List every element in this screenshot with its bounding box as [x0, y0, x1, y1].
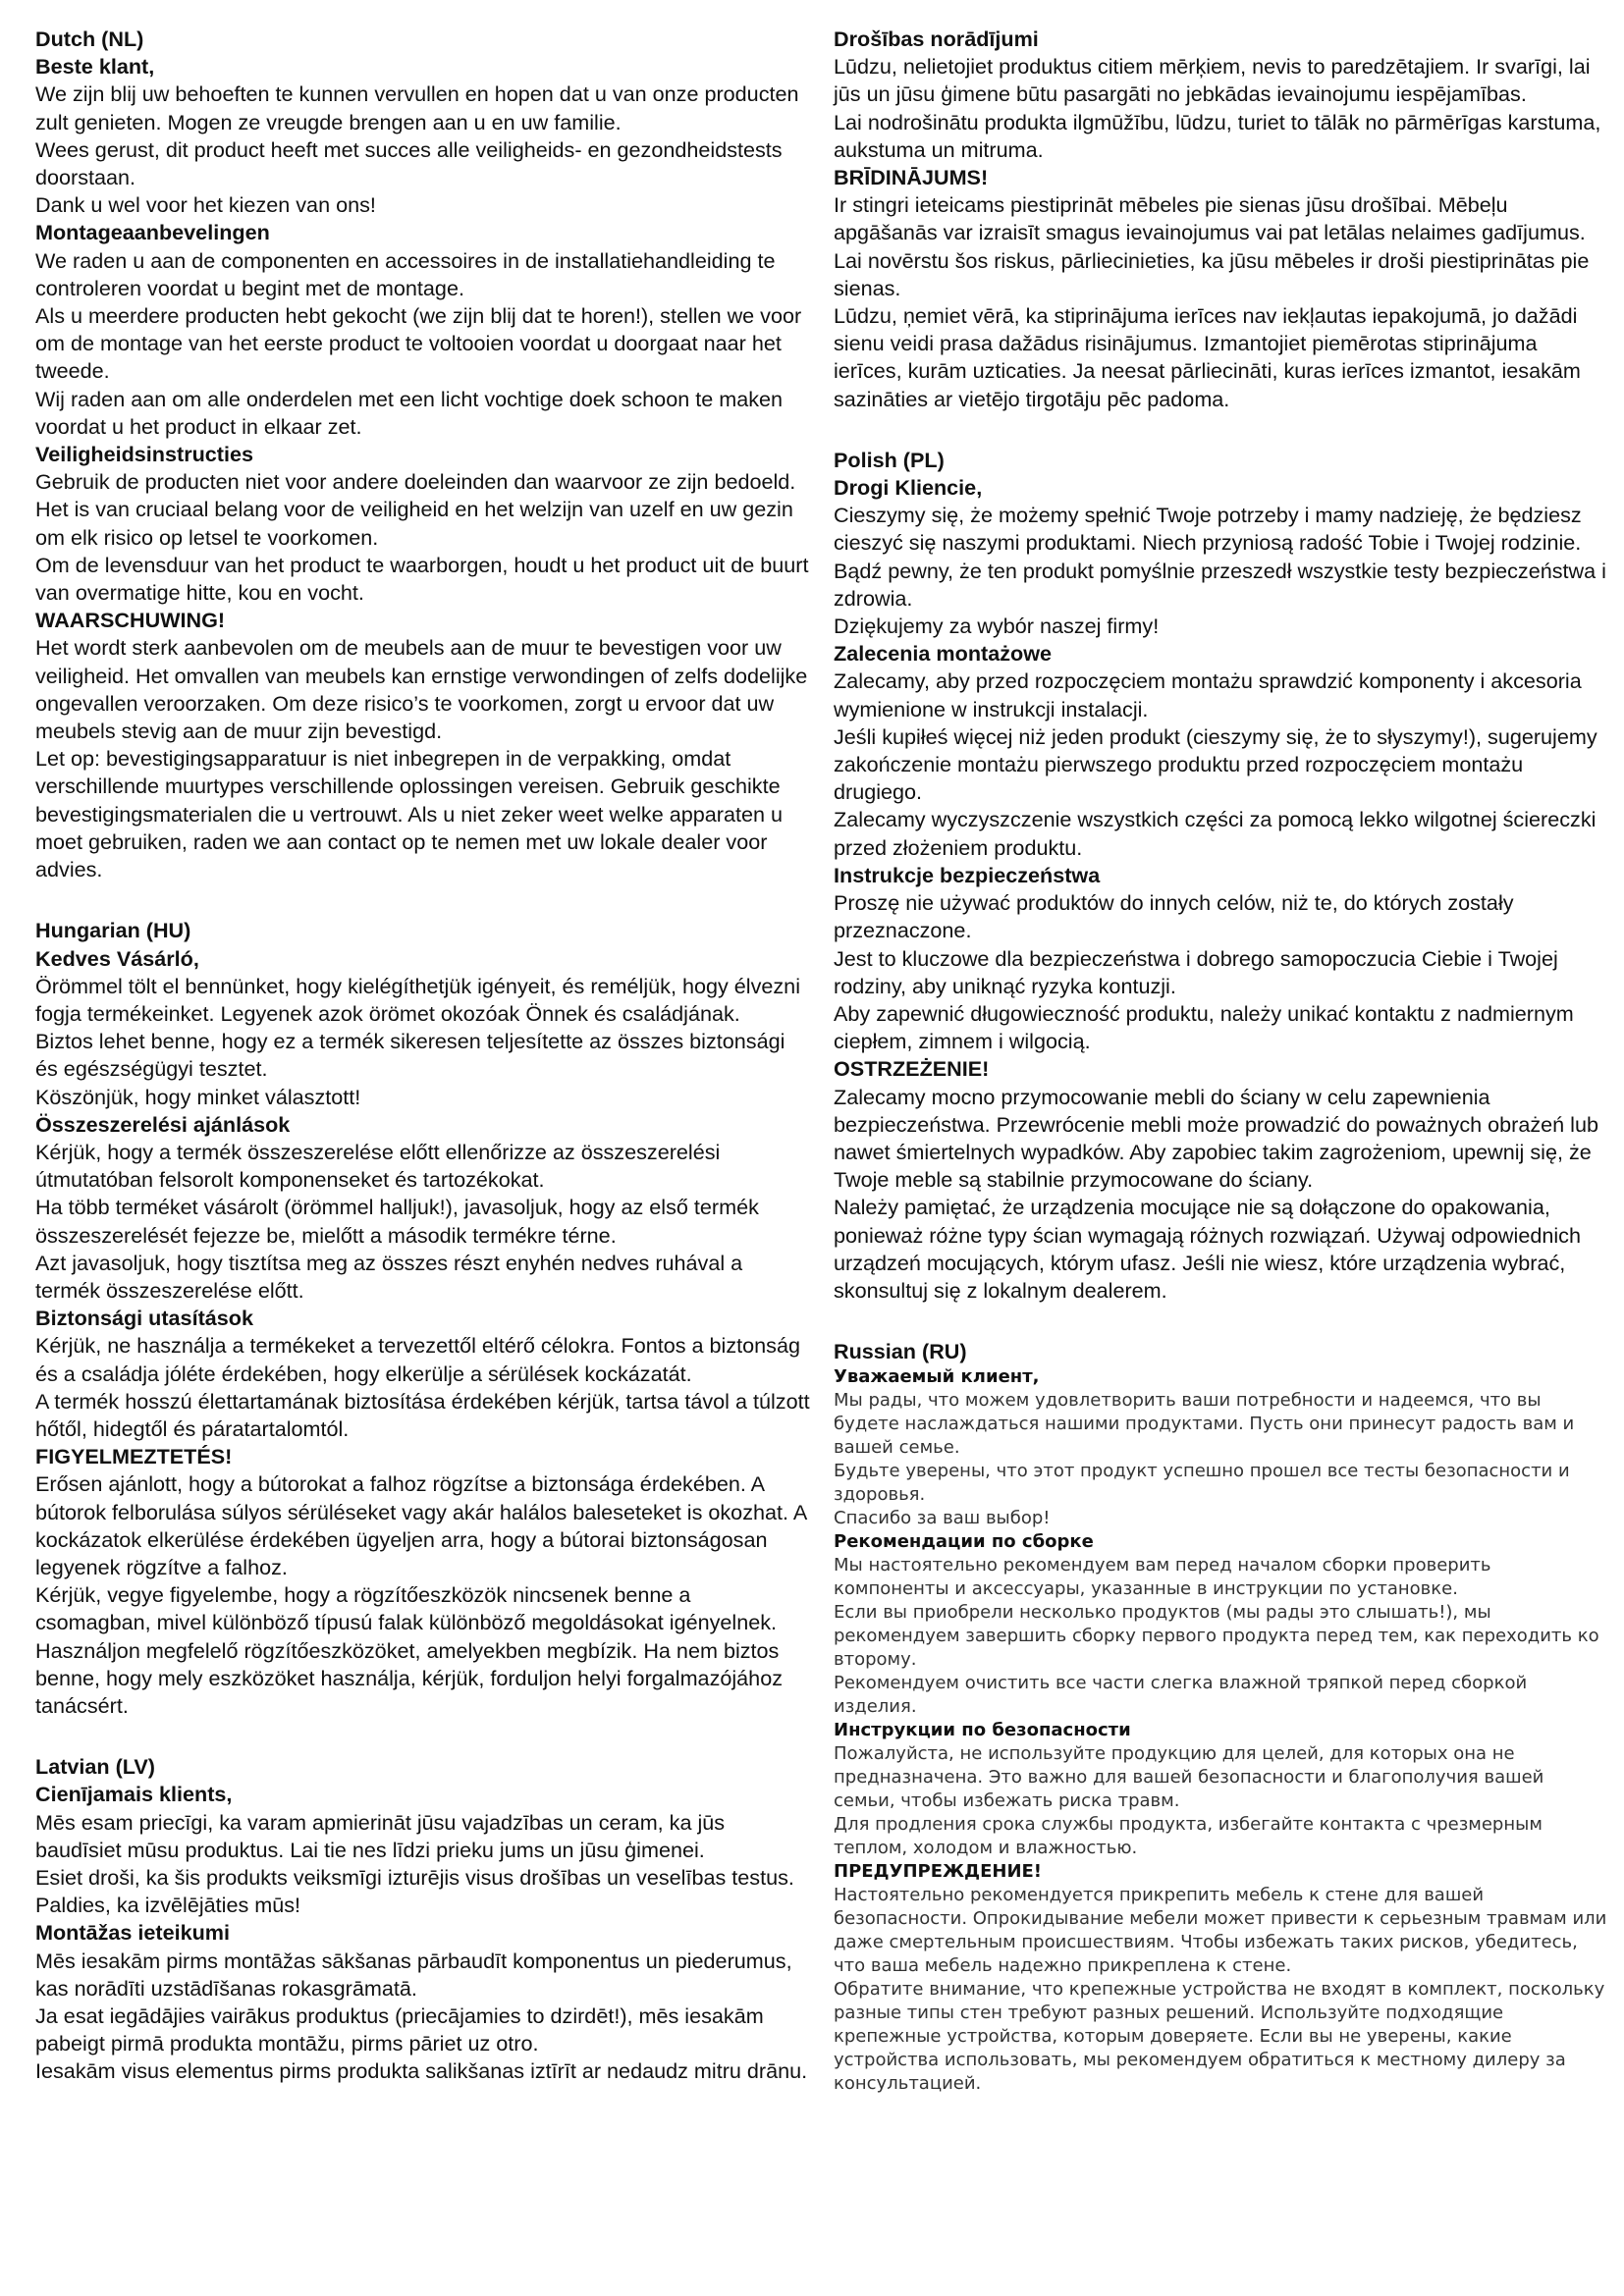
section-heading: Zalecenia montażowe	[834, 641, 1053, 667]
paragraph: Ha több terméket vásárolt (örömmel halljuk!), javasoljuk, hogy az első termék összeszerelését fejezze be, mielőtt a második termékre térne.	[35, 1195, 759, 1248]
paragraph: Let op: bevestigingsapparatuur is niet inbegrepen in de verpakking, omdat verschillende muurtypes verschillende oplossingen vereisen. Gebruik geschikte bevestigingsmaterialen die u vertrouwt. Als u niet zeker weet welke apparaten u moet gebruiken, raden we aan contact op te nemen met uw lokale dealer voor advies.	[35, 746, 784, 882]
paragraph: Рекомендуем очистить все части слегка влажной тряпкой перед сборкой изделия.	[834, 1673, 1528, 1718]
paragraph: Lūdzu, nelietojiet produktus citiem mērķiem, nevis to paredzētajiem. Ir svarīgi, lai jūs un jūsu ģimene būtu pasargāti no jebkādas ievainojumu iespējamības.	[834, 54, 1591, 107]
paragraph: Cieszymy się, że możemy spełnić Twoje potrzeby i mamy nadzieję, że będziesz cieszyć się naszymi produktami. Niech przyniosą radość Tobie i Twojej rodzinie.	[834, 503, 1582, 556]
section-heading: Instrukcje bezpieczeństwa	[834, 862, 1101, 887]
paragraph: Zalecamy mocno przymocowanie mebli do ściany w celu zapewnienia bezpieczeństwa. Przewrócenie mebli może prowadzić do poważnych obrażeń lub nawet śmiertelnych wypadków. Aby zapobiec takim zagrożeniom, upewnij się, że Twoje meble są stabilnie przymocowane do ściany.	[834, 1084, 1598, 1193]
paragraph: Aby zapewnić długowieczność produktu, należy unikać kontaktu z nadmiernym ciepłem, zimnem i wilgocią.	[834, 1000, 1574, 1054]
language-section	[35, 1753, 811, 2085]
paragraph: Om de levensduur van het product te waarborgen, houdt u het product uit de buurt van overmatige hitte, kou en vocht.	[35, 552, 809, 606]
paragraph: Мы рады, что можем удовлетворить ваши потребности и надеемся, что вы будете наслаждаться нашими продуктами. Пусть они принесут радость вам и вашей семье.	[834, 1390, 1575, 1459]
language-section	[35, 917, 811, 1720]
language-section	[834, 26, 1609, 413]
paragraph: We raden u aan de componenten en accessoires in de installatiehandleiding te controleren voordat u begint met de montage.	[35, 247, 776, 300]
section-heading: Montāžas ieteikumi	[35, 1920, 230, 1946]
paragraph: Обратите внимание, что крепежные устройства не входят в комплект, поскольку разные типы стен требуют разных решений. Используйте подходящие крепежные устройства, которым доверяете. Если вы не уверены, какие устройства использовать, мы рекомендуем обратиться к местному дилеру за консультацией.	[834, 1979, 1605, 2095]
language-title: Dutch (NL)	[35, 27, 144, 51]
section-heading: Beste klant,	[35, 54, 155, 80]
paragraph: Proszę nie używać produktów do innych celów, niż te, do których zostały przeznaczone.	[834, 890, 1514, 943]
paragraph: Bądź pewny, że ten produkt pomyślnie przeszedł wszystkie testy bezpieczeństwa i zdrowia.	[834, 558, 1606, 611]
paragraph: Iesakām visus elementus pirms produkta salikšanas iztīrīt ar nedaudz mitru drānu.	[35, 2058, 808, 2084]
section-heading: Kedves Vásárló,	[35, 945, 199, 971]
language-title: Russian (RU)	[834, 1339, 967, 1364]
section-heading: Összeszerelési ajánlások	[35, 1111, 291, 1137]
paragraph: Kérjük, vegye figyelembe, hogy a rögzítőeszközök nincsenek benne a csomagban, mivel különböző típusú falak különböző megoldásokat igényelnek. Használjon megfelelő rögzítőeszközöket, amelyekben megbízik. Ha nem biztos benne, hogy mely eszközöket használja, kérjük, forduljon helyi forgalmazójához tanácsért.	[35, 1582, 784, 1718]
section-heading: Biztonsági utasítások	[35, 1306, 253, 1331]
section-heading: Рекомендации по сборке	[834, 1531, 1094, 1553]
paragraph: Kérjük, hogy a termék összeszerelése előtt ellenőrizze az összeszerelési útmutatóban felsorolt komponenseket és tartozékokat.	[35, 1139, 721, 1193]
paragraph: Biztos lehet benne, hogy ez a termék sikeresen teljesítette az összes biztonsági és egészségügyi tesztet.	[35, 1029, 785, 1082]
language-section	[35, 26, 811, 883]
section-heading: Veiligheidsinstructies	[35, 442, 254, 467]
paragraph: Zalecamy wyczyszczenie wszystkich części za pomocą lekko wilgotnej ściereczki przed złożeniem produktu.	[834, 807, 1597, 860]
paragraph: Het is van cruciaal belang voor de veiligheid en het welzijn van uzelf en uw gezin om elk risico op letsel te voorkomen.	[35, 497, 793, 550]
paragraph: Kérjük, ne használja a termékeket a tervezettől eltérő célokra. Fontos a biztonság és a családja jóléte érdekében, hogy elkerülje a sérülések kockázatát.	[35, 1333, 800, 1386]
paragraph: Esiet droši, ka šis produkts veiksmīgi izturējis visus drošības un veselības testus.	[35, 1865, 794, 1890]
paragraph: Dank u wel voor het kiezen van ons!	[35, 192, 376, 218]
paragraph: Спасибо за ваш выбор!	[834, 1508, 1051, 1529]
paragraph: Köszönjük, hogy minket választott!	[35, 1084, 361, 1109]
section-heading: BRĪDINĀJUMS!	[834, 165, 989, 190]
section-heading: ПРЕДУПРЕЖДЕНИЕ!	[834, 1861, 1043, 1883]
paragraph: Мы настоятельно рекомендуем вам перед началом сборки проверить компоненты и аксессуары, указанные в инструкции по установке.	[834, 1555, 1491, 1600]
paragraph: Будьте уверены, что этот продукт успешно прошел все тесты безопасности и здоровья.	[834, 1461, 1570, 1506]
paragraph: Wij raden aan om alle onderdelen met een licht vochtige doek schoon te maken voordat u het product in elkaar zet.	[35, 386, 784, 439]
paragraph: Ja esat iegādājies vairākus produktus (priecājamies to dzirdēt!), mēs iesakām pabeigt pirmā produkta montāžu, pirms pāriet uz otro.	[35, 2003, 764, 2056]
paragraph: Lai nodrošinātu produkta ilgmūžību, lūdzu, turiet to tālāk no pārmērīgas karstuma, aukstuma un mitruma.	[834, 109, 1601, 162]
paragraph: Jest to kluczowe dla bezpieczeństwa i dobrego samopoczucia Ciebie i Twojej rodziny, aby uniknąć ryzyka kontuzji.	[834, 945, 1558, 998]
paragraph: Gebruik de producten niet voor andere doeleinden dan waarvoor ze zijn bedoeld.	[35, 469, 796, 495]
section-heading: Drošības norādījumi	[834, 27, 1039, 51]
paragraph: Dziękujemy za wybór naszej firmy!	[834, 614, 1160, 639]
paragraph: Het wordt sterk aanbevolen om de meubels aan de muur te bevestigen voor uw veiligheid. Het omvallen van meubels kan ernstige verwondingen of zelfs dodelijke ongevallen veroorzaken. Om deze risico’s te voorkomen, zorgt u ervoor dat uw meubels stevig aan de muur zijn bevestigd.	[35, 635, 808, 744]
right-column	[834, 26, 1609, 2129]
paragraph: Если вы приобрели несколько продуктов (мы рады это слышать!), мы рекомендуем завершить сборку первого продукта перед тем, как переходить ко второму.	[834, 1602, 1599, 1671]
paragraph: Jeśli kupiłeś więcej niż jeden produkt (cieszymy się, że to słyszymy!), sugerujemy zakończenie montażu pierwszego produktu przed rozpoczęciem montażu drugiego.	[834, 723, 1597, 805]
section-heading: Cienījamais klients,	[35, 1782, 233, 1807]
paragraph: Zalecamy, aby przed rozpoczęciem montażu sprawdzić komponenty i akcesoria wymienione w instrukcji instalacji.	[834, 668, 1582, 721]
paragraph: Erősen ajánlott, hogy a bútorokat a falhoz rögzítse a biztonsága érdekében. A bútorok felborulása súlyos sérüléseket vagy akár halálos baleseteket is okozhat. A kockázatok elkerülése érdekében ügyeljen arra, hogy a bútorai biztonságosan legyenek rögzítve a falhoz.	[35, 1471, 807, 1579]
paragraph: Örömmel tölt el bennünket, hogy kielégíthetjük igényeit, és reméljük, hogy élvezni fogja termékeinket. Legyenek azok örömet okozóak Önnek és családjának.	[35, 973, 800, 1026]
paragraph: Lūdzu, ņemiet vērā, ka stiprinājuma ierīces nav iekļautas iepakojumā, jo dažādi sienu veidi prasa dažādus risinājumus. Izmantojiet piemērotas stiprinājuma ierīces, kurām uzticaties. Ja neesat pārliecināti, kuras ierīces izmantot, iesakām sazināties ar vietējo tirgotāju pēc padoma.	[834, 303, 1581, 411]
paragraph: Azt javasoljuk, hogy tisztítsa meg az összes részt enyhén nedves ruhával a termék összeszerelése előtt.	[35, 1250, 743, 1303]
language-title: Latvian (LV)	[35, 1754, 155, 1780]
paragraph: Ir stingri ieteicams piestiprināt mēbeles pie sienas jūsu drošībai. Mēbeļu apgāšanās var izraisīt smagus ievainojumus vai pat letālas nelaimes gadījumus. Lai novērstu šos riskus, pārliecinieties, ka jūsu mēbeles ir droši piestiprinātas pie sienas.	[834, 192, 1590, 300]
paragraph: We zijn blij uw behoeften te kunnen vervullen en hopen dat u van onze producten zult genieten. Mogen ze vreugde brengen aan u en uw familie.	[35, 81, 799, 134]
section-heading: WAARSCHUWING!	[35, 608, 226, 633]
paragraph: Mēs esam priecīgi, ka varam apmierināt jūsu vajadzības un ceram, ka jūs baudīsiet mūsu produktus. Lai tie nes līdzi prieku jums un jūsu ģimenei.	[35, 1809, 726, 1862]
paragraph: Настоятельно рекомендуется прикрепить мебель к стене для вашей безопасности. Опрокидывание мебели может привести к серьезным травмам или даже смертельным происшествиям. Чтобы избежать таких рисков, убедитесь, что ваша мебель надежно прикреплена к стене.	[834, 1885, 1607, 1977]
paragraph: Mēs iesakām pirms montāžas sākšanas pārbaudīt komponentus un piederumus, kas norādīti uzstādīšanas rokasgrāmatā.	[35, 1948, 792, 2001]
paragraph: Als u meerdere producten hebt gekocht (we zijn blij dat te horen!), stellen we voor om de montage van het eerste product te voltooien voordat u doorgaat naar het tweede.	[35, 303, 802, 384]
section-heading: FIGYELMEZTETÉS!	[35, 1444, 233, 1469]
paragraph: Для продления срока службы продукта, избегайте контакта с чрезмерным теплом, холодом и влажностью.	[834, 1814, 1543, 1859]
paragraph: Wees gerust, dit product heeft met succes alle veiligheids- en gezondheidstests doorstaan.	[35, 136, 783, 190]
section-heading: OSTRZEŻENIE!	[834, 1056, 990, 1082]
section-heading: Уважаемый клиент,	[834, 1366, 1040, 1388]
paragraph: Paldies, ka izvēlējāties mūs!	[35, 1893, 301, 1918]
left-column	[35, 26, 811, 2119]
language-section	[834, 447, 1609, 1305]
paragraph: Пожалуйста, не используйте продукцию для целей, для которых она не предназначена. Это важно для вашей безопасности и благополучия вашей семьи, чтобы избежать риска травм.	[834, 1743, 1544, 1812]
section-heading: Montageaanbevelingen	[35, 220, 270, 245]
language-section	[834, 1338, 1609, 2096]
paragraph: Należy pamiętać, że urządzenia mocujące nie są dołączone do opakowania, ponieważ różne typy ścian wymagają różnych rozwiązań. Używaj odpowiednich urządzeń mocujących, którym ufasz. Jeśli nie wiesz, które urządzenia wybrać, skonsultuj się z lokalnym dealerem.	[834, 1195, 1581, 1303]
language-title: Hungarian (HU)	[35, 918, 191, 943]
language-title: Polish (PL)	[834, 447, 945, 472]
section-heading: Инструкции по безопасности	[834, 1720, 1131, 1741]
section-heading: Drogi Kliencie,	[834, 475, 983, 501]
paragraph: A termék hosszú élettartamának biztosítása érdekében kérjük, tartsa távol a túlzott hőtől, hidegtől és páratartalomtól.	[35, 1388, 810, 1441]
